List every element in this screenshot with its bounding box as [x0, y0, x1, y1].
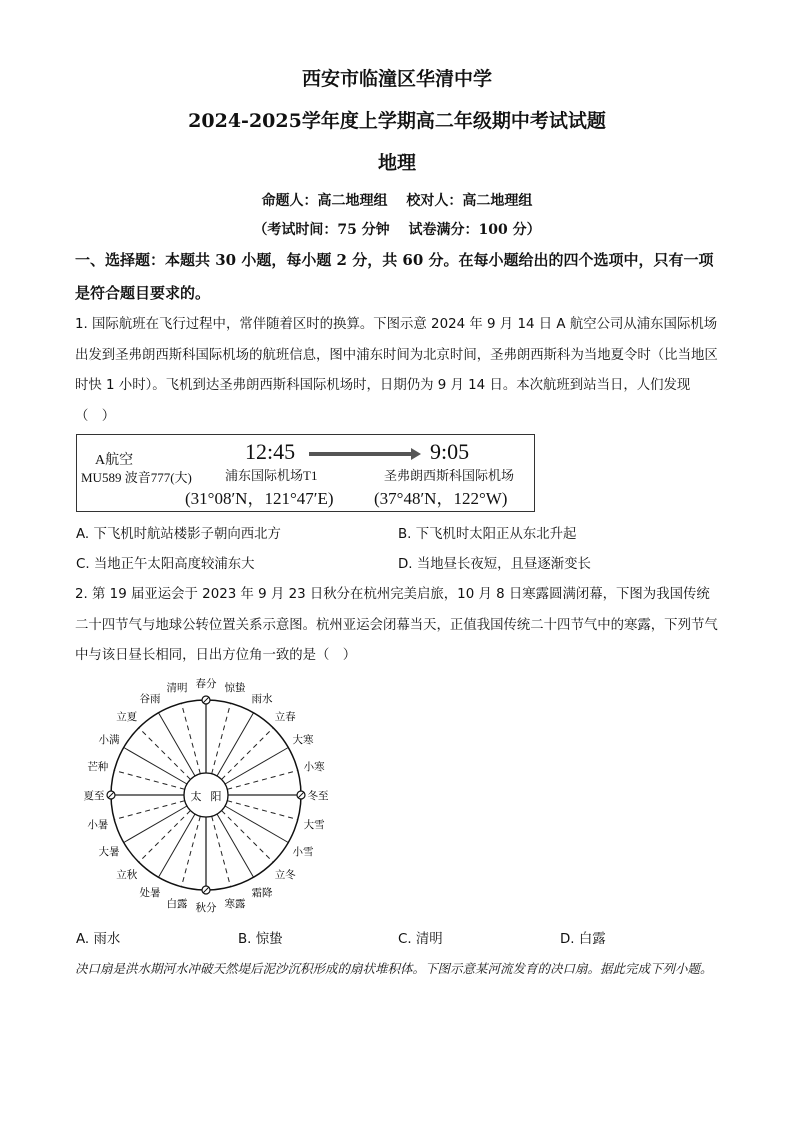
q2-option-d[interactable]: D. 白露 [560, 932, 606, 947]
sun-label-2: 阳 [210, 790, 222, 803]
divider-line [139, 811, 191, 863]
divider-line [124, 806, 187, 843]
solar-term-label: 芒种 [87, 761, 109, 774]
solar-term-label: 大雪 [303, 818, 325, 831]
solar-term-label: 惊蛰 [224, 681, 246, 694]
divider-line [217, 713, 254, 776]
solar-term-label: 春分 [195, 678, 217, 690]
exam-title: 2024-2025学年度上学期高二年级期中考试试题 [188, 110, 606, 132]
solar-term-label: 小满 [98, 734, 120, 746]
divider-line [159, 713, 196, 776]
question-2-text: 2. 第 19 届亚运会于 2023 年 9 月 23 日秋分在杭州完美启旅，10 月 8 日寒露圆满闭幕，下图为我国传统二十四节气与地球公转位置关系示意图。杭州亚运会闭幕当天，正值我国传统二十四节气中的寒露，下列节气中与该日昼长相同，日出方位角一致的是（ ） [75, 587, 718, 663]
solar-term-label: 小寒 [303, 761, 325, 774]
airline-label: A航空 [95, 453, 134, 468]
divider-line [181, 816, 200, 887]
departure-airport: 浦东国际机场T1 [225, 468, 318, 483]
divider-line [212, 703, 231, 774]
divider-line [114, 770, 185, 789]
solar-term-label: 立冬 [274, 869, 296, 882]
school-title: 西安市临潼区华清中学 [301, 68, 492, 90]
arrival-time: 9:05 [430, 439, 470, 464]
solar-term-label: 小雪 [292, 846, 314, 858]
solar-term-label: 处暑 [139, 886, 161, 899]
solar-term-label: 立夏 [116, 710, 138, 723]
divider-line [222, 728, 274, 780]
exam-time-line: （考试时间：75 分钟 试卷满分：100 分） [253, 222, 541, 238]
divider-line [114, 801, 185, 820]
q1-option-a[interactable]: A. 下飞机时航站楼影子朝向西北方 [76, 527, 281, 542]
solar-term-label: 立秋 [116, 869, 138, 882]
solar-term-label: 立春 [274, 710, 296, 723]
divider-line [222, 811, 274, 863]
flight-arrow [309, 452, 413, 456]
solar-term-label: 霜降 [251, 886, 273, 899]
solar-term-label: 谷雨 [139, 693, 161, 706]
divider-line [217, 814, 254, 877]
section-heading: 一、选择题：本题共 30 小题，每小题 2 分，共 60 分。在每小题给出的四个选项中，只有一项是符合题目要求的。 [75, 251, 714, 302]
solar-term-label: 寒露 [224, 898, 246, 911]
solar-term-label: 雨水 [251, 693, 273, 706]
solar-term-label: 小暑 [87, 818, 109, 831]
sun-label-1: 太 [190, 790, 202, 803]
divider-line [139, 728, 191, 780]
q1-option-c[interactable]: C. 当地正午太阳高度较浦东大 [76, 557, 255, 572]
flight-number: MU589 波音777(大) [81, 470, 192, 485]
solar-term-label: 冬至 [307, 790, 329, 802]
arrival-airport: 圣弗朗西斯科国际机场 [384, 468, 515, 483]
divider-line [225, 748, 288, 785]
divider-line [124, 748, 187, 785]
divider-line [212, 816, 231, 887]
departure-coordinates: (31°08′N，121°47′E) [185, 489, 334, 508]
divider-line [159, 814, 196, 877]
arrival-coordinates: (37°48′N，122°W) [374, 489, 508, 508]
q2-option-b[interactable]: B. 惊蛰 [238, 932, 283, 947]
solar-term-label: 大暑 [98, 846, 120, 858]
authors-line: 命题人：高二地理组 校对人：高二地理组 [261, 193, 533, 209]
divider-line [225, 806, 288, 843]
divider-line [227, 770, 298, 789]
divider-line [181, 703, 200, 774]
divider-line [227, 801, 298, 820]
flight-arrow-head [411, 448, 421, 460]
q1-option-d[interactable]: D. 当地昼长夜短，且昼逐渐变长 [398, 557, 591, 572]
q1-option-b[interactable]: B. 下飞机时太阳正从东北升起 [398, 527, 577, 542]
solar-term-label: 夏至 [83, 790, 105, 802]
solar-term-label: 白露 [166, 898, 188, 911]
departure-time: 12:45 [245, 439, 296, 464]
q2-option-c[interactable]: C. 清明 [398, 932, 443, 947]
flight-info-box [76, 434, 535, 512]
question-1-text: 1. 国际航班在飞行过程中，常伴随着区时的换算。下图示意 2024 年 9 月 14 日 A 航空公司从浦东国际机场出发到圣弗朗西斯科国际机场的航班信息，图中浦东时间为北京时间，圣弗朗西斯科为当地夏令时（比当地区时快 1 小时）。飞机到达圣弗朗西斯科国际机场时，日期仍为 9 月 14 日。本次航班到站当日，人们发现（ ） [75, 317, 718, 424]
q2-option-a[interactable]: A. 雨水 [76, 932, 121, 947]
solar-term-label: 大寒 [292, 734, 314, 746]
material-note: 决口扇是洪水期河水冲破天然堤后泥沙沉积形成的扇状堆积体。下图示意某河流发育的决口扇。据此完成下列小题。 [75, 961, 713, 976]
solar-terms-diagram [70, 670, 350, 920]
solar-term-label: 清明 [166, 681, 188, 694]
subject-title: 地理 [377, 152, 416, 174]
solar-term-label: 秋分 [195, 902, 217, 914]
